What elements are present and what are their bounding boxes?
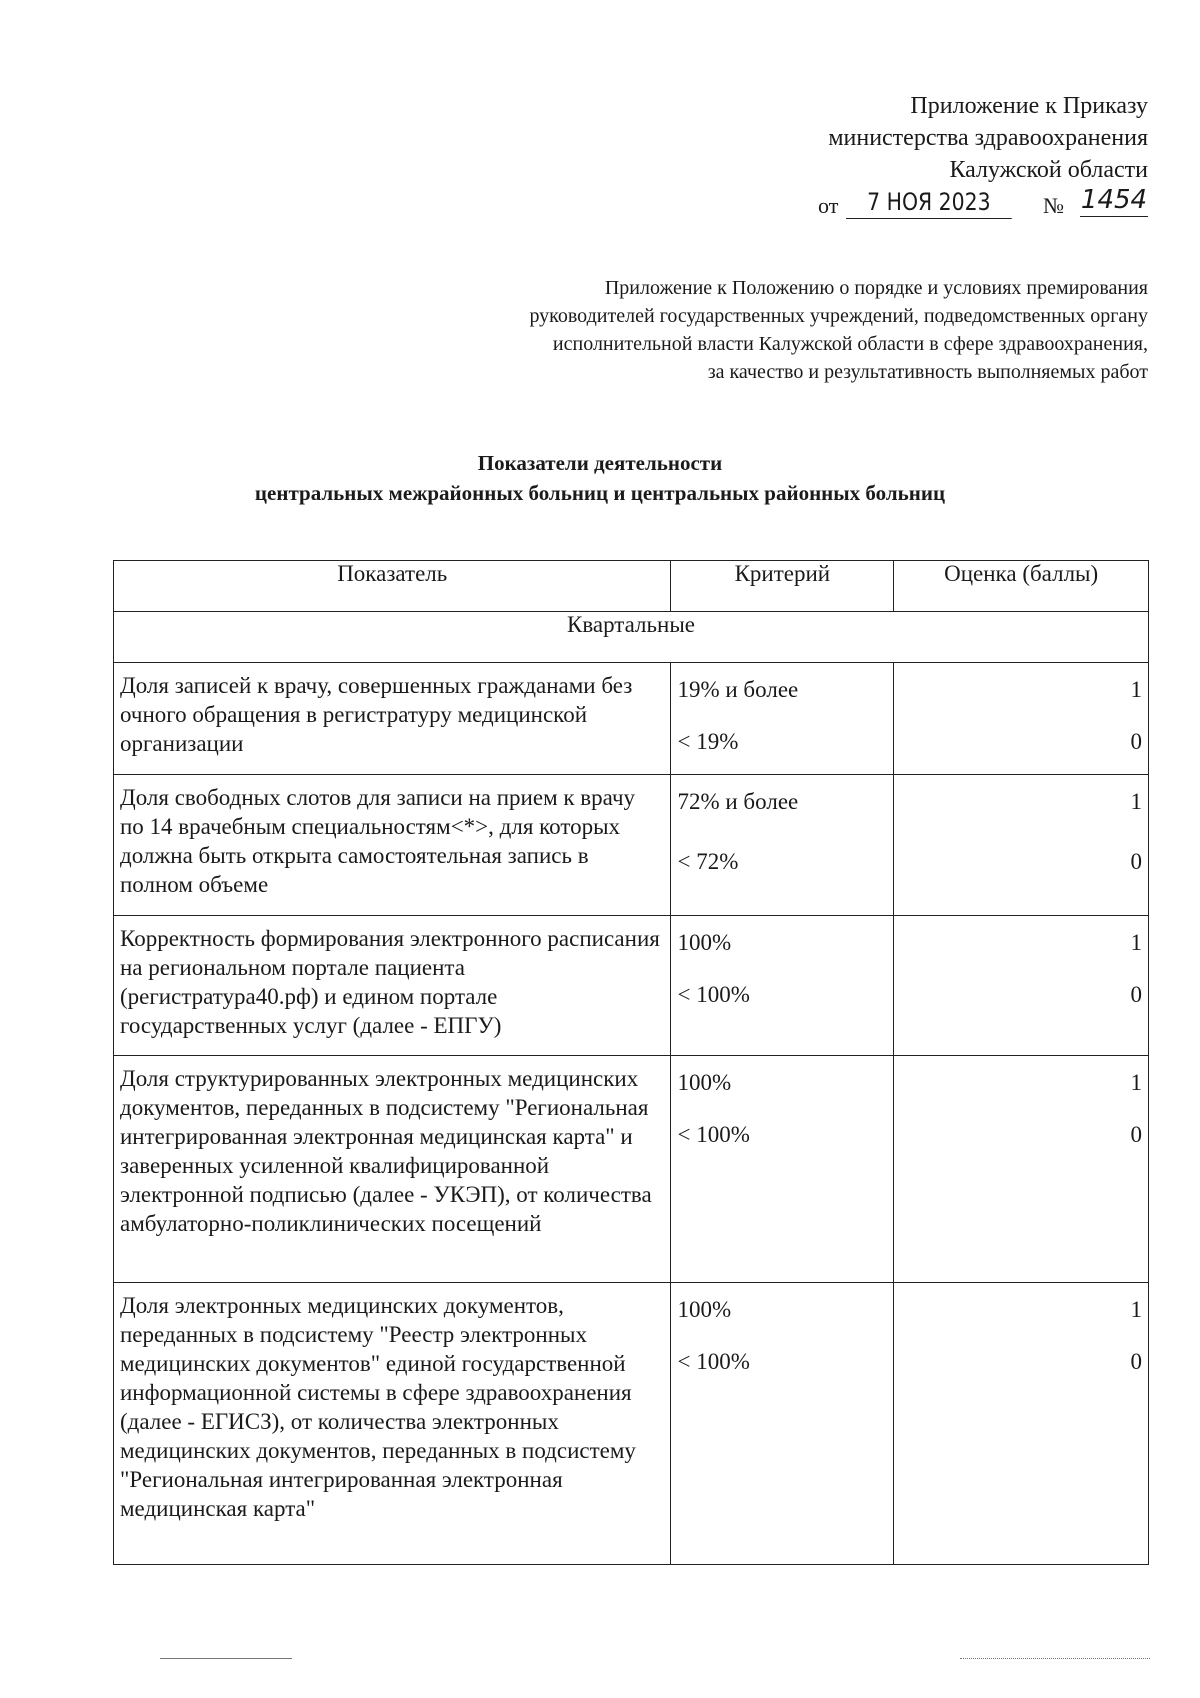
column-header-criteria: Критерий: [671, 561, 894, 612]
criterion-low: < 100%: [677, 1349, 750, 1374]
criterion-low: < 100%: [677, 982, 750, 1007]
date-prefix: от: [818, 193, 839, 218]
position-header-line: руководителей государственных учреждений, подведомственных органу: [529, 305, 1148, 327]
indicator-cell: [114, 663, 671, 775]
order-header-line: Приложение к Приказу: [910, 93, 1148, 119]
criterion-high: 100%: [677, 930, 732, 955]
title-line: центральных межрайонных больниц и центральных районных больниц: [254, 481, 946, 505]
indicator-cell: [114, 916, 671, 1056]
indicator-cell: [114, 1056, 671, 1283]
score-low: 0: [1130, 982, 1142, 1007]
table-row: [114, 663, 1149, 775]
criterion-high: 72% и более: [677, 789, 799, 814]
column-header-score: Оценка (баллы): [894, 561, 1149, 612]
criteria-cell: [671, 1283, 894, 1565]
score-cell: [894, 775, 1149, 916]
score-high: 1: [1130, 677, 1142, 702]
indicator-cell: [114, 775, 671, 916]
section-label: Квартальные: [114, 612, 1149, 663]
order-header-line: министерства здравоохранения: [828, 125, 1148, 151]
order-header-line: Калужской области: [949, 157, 1148, 183]
criterion-high: 100%: [677, 1070, 732, 1095]
document-title: [0, 448, 1200, 508]
criteria-cell: [671, 916, 894, 1056]
column-header-indicator: Показатель: [114, 561, 671, 612]
position-header-line: за качество и результативность выполняемых работ: [707, 361, 1148, 383]
footer-rule: [960, 1658, 1150, 1659]
indicator-text: Доля электронных медицинских документов, переданных в подсистему "Реестр электронных медицинских документов" единой государственной информационной системы в сфере здравоохранения (далее - ЕГИСЗ), от количества электронных медицинских документов, переданных в подсистему "Региональная интегрированная электронная медицинская карта": [120, 1293, 636, 1521]
table-row: [114, 775, 1149, 916]
number-prefix: №: [1043, 193, 1064, 218]
criterion-high: 100%: [677, 1297, 732, 1322]
score-low: 0: [1130, 1122, 1142, 1147]
position-header-line: исполнительной власти Калужской области в сфере здравоохранения,: [552, 333, 1148, 355]
table-row: [114, 1056, 1149, 1283]
order-number: 1454: [1080, 185, 1148, 215]
score-low: 0: [1130, 729, 1142, 754]
title-line: Показатели деятельности: [477, 451, 723, 475]
table-row: [114, 1283, 1149, 1565]
score-low: 0: [1130, 1349, 1142, 1374]
criteria-cell: [671, 663, 894, 775]
score-cell: [894, 1283, 1149, 1565]
score-high: 1: [1130, 789, 1142, 814]
indicators-table: [113, 560, 1149, 1565]
criterion-low: < 19%: [677, 729, 739, 754]
indicator-text: Доля свободных слотов для записи на прием к врачу по 14 врачебным специальностям<*>, для которых должна быть открыта самостоятельная запись в полном объеме: [120, 785, 636, 897]
score-cell: [894, 916, 1149, 1056]
criteria-cell: [671, 1056, 894, 1283]
score-low: 0: [1130, 849, 1142, 874]
order-header: [818, 90, 1148, 222]
position-header-line: Приложение к Положению о порядке и условиях премирования: [604, 277, 1148, 299]
table-header-row: [114, 561, 1149, 612]
score-cell: [894, 663, 1149, 775]
section-row: [114, 612, 1149, 663]
criteria-cell: [671, 775, 894, 916]
score-high: 1: [1130, 1297, 1142, 1322]
score-high: 1: [1130, 930, 1142, 955]
criterion-low: < 72%: [677, 849, 739, 874]
indicator-cell: [114, 1283, 671, 1565]
table-row: [114, 916, 1149, 1056]
position-header: [328, 274, 1148, 386]
indicator-text: Доля записей к врачу, совершенных гражданами без очного обращения в регистратуру медицинской организации: [120, 673, 633, 756]
indicator-text: Доля структурированных электронных медицинских документов, переданных в подсистему "Региональная интегрированная электронная медицинская карта" и заверенных усиленной квалифицированной электронной подписью (далее - УКЭП), от количества амбулаторно-поликлинических посещений: [120, 1066, 652, 1236]
indicator-text: Корректность формирования электронного расписания на региональном портале пациента (регистратура40.рф) и едином портале государственных услуг (далее - ЕПГУ): [120, 926, 660, 1038]
order-date-row: [818, 186, 1148, 222]
order-date: 7 НОЯ 2023: [846, 186, 1012, 219]
score-high: 1: [1130, 1070, 1142, 1095]
criterion-high: 19% и более: [677, 677, 799, 702]
footer-rule: [160, 1658, 292, 1659]
criterion-low: < 100%: [677, 1122, 750, 1147]
score-cell: [894, 1056, 1149, 1283]
